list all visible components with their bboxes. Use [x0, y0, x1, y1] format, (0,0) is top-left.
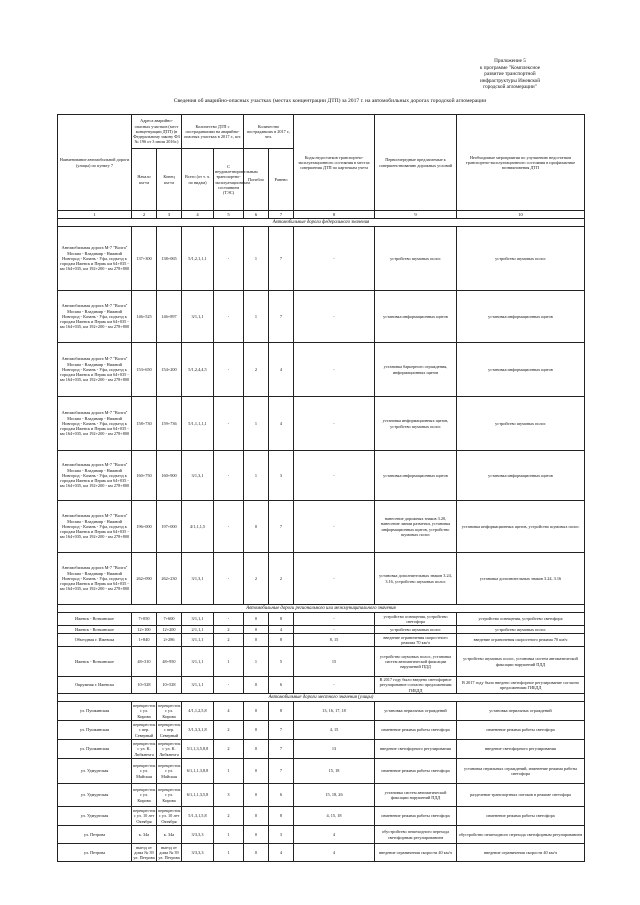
table-row [58, 291, 585, 343]
cell-planned: В 2017 году было введено светофорное регулирование согласно предложениям ГИБДД [375, 677, 457, 694]
cell-killed: 0 [244, 826, 269, 844]
cell-causes: - [294, 227, 375, 291]
cell-end: 7+600 [157, 613, 182, 626]
cell-unsat: 2 [214, 740, 244, 759]
cell-needed: В 2017 году было введено светофорное регулирование согласно предложениям ГИБДД [457, 677, 585, 694]
section-title: Автомобильные дороги федерального значения [58, 219, 585, 227]
cell-unsat: - [214, 553, 244, 605]
cell-killed: 2 [244, 553, 269, 605]
cell-injured: 2 [269, 553, 294, 605]
cell-all: 5/1,1,3,5,8,8 [182, 740, 214, 759]
cell-injured: 4 [269, 626, 294, 634]
cell-planned: введение ограничения скорости 40 км/ч [375, 844, 457, 862]
cell-killed: 0 [244, 844, 269, 862]
cell-planned: обустройство пешеходного перехода светофорным регулированием [375, 826, 457, 844]
cell-unsat: - [214, 343, 244, 397]
annex-line: развитие транспортной [484, 71, 536, 78]
cell-end: 48+950 [157, 647, 182, 677]
cell-start: 262+090 [132, 553, 157, 605]
cell-unsat: - [214, 227, 244, 291]
cell-end: 262+230 [157, 553, 182, 605]
cell-all: 3/3,3,3 [182, 826, 214, 844]
cell-killed: 0 [244, 721, 269, 740]
cell-injured: 3 [269, 826, 294, 844]
cell-needed: устройство шумовых полос, установка систем автоматической фиксации нарушений ПДД [457, 647, 585, 677]
cell-killed: 2 [244, 343, 269, 397]
cell-start: выезд от дома № 39 ул. Петрова [133, 844, 155, 861]
cell-start: 160+750 [132, 451, 157, 501]
cell-needed: устройство шумовых полос [457, 626, 585, 634]
table-row [58, 784, 585, 807]
cell-end: выезд от дома № 39 ул. Петрова [158, 844, 180, 861]
cell-start: 7+050 [132, 613, 157, 626]
cell-unsat: 4 [214, 702, 244, 721]
table-row [58, 451, 585, 501]
cell-unsat: - [214, 501, 244, 553]
cell-killed: 0 [244, 759, 269, 784]
cell-killed: 0 [244, 740, 269, 759]
accident-table [57, 114, 585, 862]
table-row [58, 634, 585, 647]
cell-unsat: 1 [214, 759, 244, 784]
cell-start: 1+840 [132, 634, 157, 647]
cell-name: ул. Удмуртская [58, 784, 132, 807]
cell-causes: 4, 15, 18 [294, 807, 375, 826]
cell-killed: 0 [244, 634, 269, 647]
column-number: 10 [457, 211, 585, 219]
cell-needed: введение светофорного регулирования [457, 740, 585, 759]
document-title: Сведения об аварийно-опасных участках (местах концентрации ДТП) за 2017 г. на автомобильных дорогах городской агломерации [173, 98, 487, 104]
cell-unsat: 2 [214, 807, 244, 826]
header-end: Конец км+м [157, 149, 182, 211]
cell-needed: установка дополнительных знаков 3.24, 3.16 [457, 553, 585, 605]
cell-start: 158+730 [132, 397, 157, 451]
cell-causes: 4 [294, 826, 375, 844]
cell-end: перекресток с ул. Майская [157, 759, 182, 784]
cell-planned: устройство шумовых полос [375, 626, 457, 634]
column-number: 1 [58, 211, 132, 219]
column-number: 4 [182, 211, 214, 219]
cell-causes: 15, 18 [294, 759, 375, 784]
cell-needed: устройство освещения, устройство светофора [457, 613, 585, 626]
cell-name: ул. Удмуртская [58, 759, 132, 784]
section-title: Автомобильные дороги регионального или межмуниципального значения [58, 605, 585, 613]
cell-name: Автомобильная дорога М-7 "Волга" Москва - Владимир - Нижний Новгород - Казань - Уфа, подъезд к городам Ижевск и Пермь км 64+035 - км 164+035, км 192+200 - км 278+800 [58, 501, 132, 553]
cell-start: 10+528 [132, 677, 157, 694]
annex-line: городской агломерации" [483, 84, 537, 91]
cell-end: 159+736 [157, 397, 182, 451]
cell-name: Автомобильная дорога М-7 "Волга" Москва - Владимир - Нижний Новгород - Казань - Уфа, подъезд к городам Ижевск и Пермь км 64+035 - км 164+035, км 192+200 - км 278+800 [58, 397, 132, 451]
cell-causes: 15 [294, 647, 375, 677]
cell-injured: 5 [269, 647, 294, 677]
cell-planned: введение ограничения скоростного режима 70 км/ч [375, 634, 457, 647]
cell-unsat: - [214, 291, 244, 343]
cell-planned: установка систем автоматической фиксации нарушений ПДД [375, 784, 457, 807]
cell-killed: 1 [244, 647, 269, 677]
cell-causes: - [294, 626, 375, 634]
cell-needed: разделение транспортных потоков в режиме светофора [457, 784, 585, 807]
cell-killed: 1 [244, 451, 269, 501]
column-number: 8 [294, 211, 375, 219]
column-number: 9 [375, 211, 457, 219]
cell-planned: установка дополнительных знаков 3.24, 3.16, устройство шумовых полос [375, 553, 457, 605]
cell-name: ул. Пушкинская [58, 740, 132, 759]
cell-end: 160+900 [157, 451, 182, 501]
cell-injured: 8 [269, 807, 294, 826]
table-row [58, 397, 585, 451]
cell-needed: изменение режима работы светофора [457, 807, 585, 826]
cell-injured: 4 [269, 397, 294, 451]
table-row [58, 626, 585, 634]
cell-end: к. 34а [157, 826, 182, 844]
cell-all: 3/1,1,1 [182, 677, 214, 694]
cell-all: 5/1,2,4,4,5 [182, 343, 214, 397]
cell-causes: 4 [294, 844, 375, 862]
cell-start: 48+310 [132, 647, 157, 677]
cell-start: перекресток с ул. Кирова [133, 703, 156, 719]
cell-needed: установка информационных щитов, устройство шумовых полос [457, 501, 585, 553]
table-row [58, 553, 585, 605]
cell-needed: устройство шумовых полос [457, 227, 585, 291]
cell-name: Автомобильная дорога М-7 "Волга" Москва - Владимир - Нижний Новгород - Казань - Уфа, подъезд к городам Ижевск и Пермь км 64+035 - км 164+035, км 192+200 - км 278+800 [58, 227, 132, 291]
cell-end: 138+065 [157, 227, 182, 291]
cell-causes: - [294, 397, 375, 451]
cell-start: перекресток с ул. Кирова [132, 784, 157, 807]
header-count-all: Всего (от т. ч. по видам) [182, 149, 214, 211]
column-numbers-row [58, 211, 585, 219]
cell-killed: 0 [244, 626, 269, 634]
cell-unsat: - [214, 451, 244, 501]
cell-causes: - [294, 677, 375, 694]
cell-planned: устройство освещения, устройство светофора [375, 613, 457, 626]
cell-end: 2+286 [157, 634, 182, 647]
cell-causes: - [294, 291, 375, 343]
cell-name: ул. Петрова [58, 826, 132, 844]
cell-unsat: 2 [214, 721, 244, 740]
cell-causes: - [294, 553, 375, 605]
cell-needed: установка информационных щитов [457, 291, 585, 343]
cell-planned: изменение режима работы светофора [375, 759, 457, 784]
cell-unsat: - [214, 397, 244, 451]
cell-injured: 7 [269, 227, 294, 291]
column-number: 7 [269, 211, 294, 219]
cell-planned: устройство шумовых полос [375, 227, 457, 291]
cell-killed: 0 [244, 807, 269, 826]
cell-end: перекресток с ул. 10 лет Октября [158, 808, 181, 824]
table-body [58, 219, 585, 862]
cell-all: 3/1,3,1 [182, 451, 214, 501]
cell-killed: 1 [244, 397, 269, 451]
table-row [58, 227, 585, 291]
cell-causes: 15, 18, 26 [294, 784, 375, 807]
cell-all: 3/1,1,1 [182, 647, 214, 677]
cell-killed: 0 [244, 702, 269, 721]
cell-planned: установка барьерного ограждения, информационных щитов [375, 343, 457, 397]
cell-injured: 7 [269, 721, 294, 740]
header-count: Количество ДТП с пострадавшими на аварийно-опасных участках в 2017 г., шт. [182, 115, 244, 149]
cell-name: Ижевск - Воткинское [58, 613, 132, 626]
cell-all: 4/1,1,2,5,8 [182, 702, 214, 721]
cell-injured: 4 [269, 844, 294, 862]
cell-end: перекресток с пер. Северный [158, 722, 181, 738]
cell-all: 3/1,3,1 [182, 553, 214, 605]
cell-start: 146+525 [132, 291, 157, 343]
cell-injured: 8 [269, 634, 294, 647]
cell-unsat: 2 [214, 626, 244, 634]
cell-end: перекресток с ул. К. Либкнехта [158, 741, 181, 757]
cell-planned: введение светофорного регулирования [375, 740, 457, 759]
cell-start: перекресток с ул. К. Либкнехта [133, 741, 156, 757]
cell-name: Автомобильная дорога М-7 "Волга" Москва - Владимир - Нижний Новгород - Казань - Уфа, подъезд к городам Ижевск и Пермь км 64+035 - км 164+035, км 192+200 - км 278+800 [58, 291, 132, 343]
cell-all: 4/1,1,1,5 [182, 501, 214, 553]
cell-all: 3/3,3,3 [182, 844, 214, 862]
cell-planned: изменение режима работы светофора [375, 721, 457, 740]
cell-planned: установка перильных ограждений [375, 702, 457, 721]
cell-all: 5/1,2,1,1,1 [182, 227, 214, 291]
table-row [58, 740, 585, 759]
cell-unsat: 1 [214, 826, 244, 844]
cell-name: Объездная г. Ижевска [58, 634, 132, 647]
cell-end: 10+528 [157, 677, 182, 694]
cell-name: Автомобильная дорога М-7 "Волга" Москва - Владимир - Нижний Новгород - Казань - Уфа, подъезд к городам Ижевск и Пермь км 64+035 - км 164+035, км 192+200 - км 278+800 [58, 343, 132, 397]
cell-start: 153+650 [132, 343, 157, 397]
cell-needed: установка перильных ограждений, изменение режима работы светофора [457, 759, 585, 784]
table-row [58, 721, 585, 740]
header-victims: Количество пострадавших в 2017 г., чел. [244, 115, 294, 149]
cell-causes: - [294, 451, 375, 501]
cell-start: перекресток с пер. Северный [133, 722, 156, 738]
cell-unsat: 1 [214, 647, 244, 677]
header-injured: Ранено [269, 149, 294, 211]
section-row [58, 694, 585, 702]
table-row [58, 677, 585, 694]
cell-needed: введение ограничения скоростного режима 70 км/ч [457, 634, 585, 647]
header-count-unsat: С неудовлетворительным транспортно-эксплуатационным состоянием (ТЭС) [214, 149, 244, 211]
cell-needed: установка информационных щитов [457, 343, 585, 397]
cell-causes: - [294, 501, 375, 553]
table-row [58, 501, 585, 553]
annex-line: Приложение 5 [494, 58, 526, 64]
cell-needed: устройство шумовых полос [457, 397, 585, 451]
cell-planned: изменение режима работы светофора [375, 807, 457, 826]
cell-unsat: 1 [214, 844, 244, 862]
cell-all: 6/1,1,1,3,8,8 [182, 759, 214, 784]
cell-all: 3/1,1,1 [182, 613, 214, 626]
cell-needed: установка перильных ограждений [457, 702, 585, 721]
annex-header [450, 58, 570, 91]
header-killed: Погибло [244, 149, 269, 211]
cell-end: перекресток с ул. Кирова [158, 703, 181, 719]
table-row [58, 759, 585, 784]
cell-injured: 8 [269, 702, 294, 721]
cell-injured: 7 [269, 759, 294, 784]
cell-name: Ижевск - Воткинское [58, 647, 132, 677]
header-planned: Первоочередные предлагаемые к совершенствованию дорожных условий [375, 115, 457, 211]
cell-causes: - [294, 613, 375, 626]
cell-all: 6/1,1,1,3,5,8 [182, 784, 214, 807]
cell-causes: - [294, 343, 375, 397]
cell-all: 3/1,1,1 [182, 634, 214, 647]
annex-line: к программе "Комплексное [479, 64, 541, 71]
cell-name: Окружная г. Ижевска [58, 677, 132, 694]
cell-name: Автомобильная дорога М-7 "Волга" Москва - Владимир - Нижний Новгород - Казань - Уфа, подъезд к городам Ижевск и Пермь км 64+035 - км 164+035, км 192+200 - км 278+800 [58, 553, 132, 605]
cell-end: 12+200 [157, 626, 182, 634]
cell-all: 2/1,1,1 [182, 626, 214, 634]
cell-start: перекресток с ул. 10 лет Октября [133, 808, 156, 824]
cell-start: 137+300 [132, 227, 157, 291]
cell-planned: устройство шумовых полос, установка систем автоматической фиксации нарушений ПДД [375, 647, 457, 677]
cell-unsat: - [214, 613, 244, 626]
cell-all: 3/1,3,3,1,8 [182, 721, 214, 740]
cell-start: 196+000 [132, 501, 157, 553]
table-row [58, 613, 585, 626]
cell-injured: 7 [269, 740, 294, 759]
cell-injured: 6 [269, 677, 294, 694]
column-number: 6 [244, 211, 269, 219]
cell-name: Ижевск - Воткинское [58, 626, 132, 634]
cell-killed: 0 [244, 501, 269, 553]
cell-unsat: - [214, 677, 244, 694]
table-row [58, 826, 585, 844]
cell-end: перекресток с ул. Кирова [157, 784, 182, 807]
column-number: 5 [214, 211, 244, 219]
column-number: 3 [157, 211, 182, 219]
cell-killed: 1 [244, 227, 269, 291]
header-causes: Коды недостатков транспортно-эксплуатационного состояния в местах совершения ДТП по карточкам учета [294, 115, 375, 211]
cell-injured: 7 [269, 501, 294, 553]
cell-name: ул. Пушкинская [58, 721, 132, 740]
cell-start: перекресток с ул. Майская [132, 759, 157, 784]
cell-injured: 3 [269, 451, 294, 501]
table-row [58, 647, 585, 677]
column-number: 2 [132, 211, 157, 219]
section-row [58, 605, 585, 613]
cell-planned: установка информационных щитов [375, 451, 457, 501]
annex-line: инфраструктуры Ижевской [479, 77, 541, 84]
cell-injured: 8 [269, 613, 294, 626]
header-needed: Необходимые мероприятия по улучшению недостатков транспортно-эксплуатационного состояния в профилактике возникновения ДТП [457, 115, 585, 211]
cell-needed: изменение режима работы светофора [457, 721, 585, 740]
cell-start: к. 34а [132, 826, 157, 844]
cell-unsat: 2 [214, 634, 244, 647]
cell-causes: 4, 15 [294, 721, 375, 740]
section-row [58, 219, 585, 227]
cell-causes: 13 [294, 740, 375, 759]
cell-killed: 0 [244, 613, 269, 626]
cell-needed: обустройство пешеходного перехода светофорным регулированием [457, 826, 585, 844]
cell-planned: нанесение дорожных знаков 3.20, нанесение линии разметки, установка информационных щитов, устройство шумовых полос [375, 501, 457, 553]
header-start: Начало км+м [132, 149, 157, 211]
cell-injured: 6 [269, 784, 294, 807]
cell-planned: установка информационных щитов [375, 291, 457, 343]
cell-injured: 4 [269, 343, 294, 397]
cell-unsat: 3 [214, 784, 244, 807]
cell-end: 154+200 [157, 343, 182, 397]
header-name: Наименование автомобильной дороги (улицы) по пункту 7 [58, 115, 132, 211]
cell-needed: установка информационных щитов [457, 451, 585, 501]
section-title: Автомобильные дороги местного значения (улицы) [58, 694, 585, 702]
cell-end: 146+897 [157, 291, 182, 343]
cell-name: ул. Петрова [58, 844, 132, 862]
cell-causes: 8, 15 [294, 634, 375, 647]
cell-all: 5/1,3,1,5,8 [182, 807, 214, 826]
cell-all: 5/1,1,1,1,1 [182, 397, 214, 451]
cell-all: 3/1,1,1 [182, 291, 214, 343]
cell-causes: 13, 16, 17, 18 [294, 702, 375, 721]
table-row [58, 702, 585, 721]
table-row [58, 807, 585, 826]
cell-killed: 1 [244, 291, 269, 343]
cell-killed: 0 [244, 784, 269, 807]
table-row [58, 844, 585, 862]
cell-planned: установка информационных щитов, устройство шумовых полос [375, 397, 457, 451]
cell-name: ул. Пушкинская [58, 702, 132, 721]
table-row [58, 343, 585, 397]
header-address: Адреса аварийно-опасных участков (мест концентрации ДТП) (в Федеральному закону ФЗ № 196 от 3 июля 2016г.) [132, 115, 182, 149]
cell-end: 197+000 [157, 501, 182, 553]
cell-killed: 0 [244, 677, 269, 694]
cell-name: Автомобильная дорога М-7 "Волга" Москва - Владимир - Нижний Новгород - Казань - Уфа, подъезд к городам Ижевск и Пермь км 64+035 - км 164+035, км 192+200 - км 278+800 [58, 451, 132, 501]
cell-name: ул. Удмуртская [58, 807, 132, 826]
cell-injured: 7 [269, 291, 294, 343]
cell-needed: введение ограничения скорости 40 км/ч [457, 844, 585, 862]
cell-start: 12+100 [132, 626, 157, 634]
